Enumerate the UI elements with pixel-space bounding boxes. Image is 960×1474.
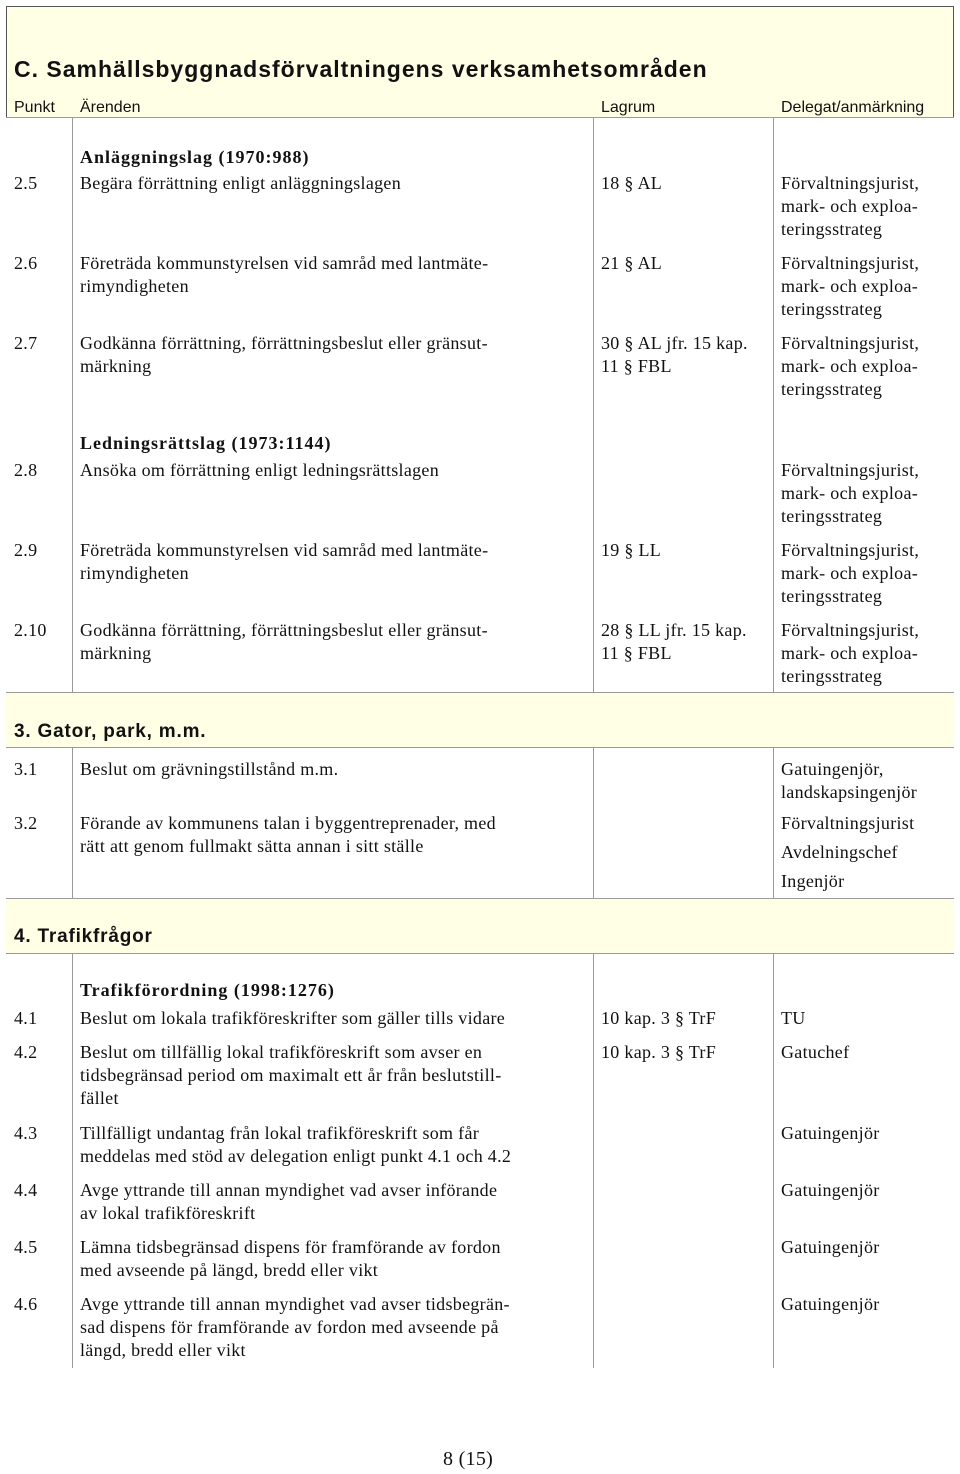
row-arende: Beslut om grävningstillstånd m.m. xyxy=(80,759,339,779)
row-punkt: 4.5 xyxy=(14,1237,38,1257)
row-delegat: Gatuingenjör xyxy=(781,1237,880,1257)
row-delegat: mark- och exploa- xyxy=(781,563,919,583)
header-delegat: Delegat/anmärkning xyxy=(781,99,925,116)
row-delegat: Förvaltningsjurist, xyxy=(781,253,920,273)
row-arende: med avseende på längd, bredd eller vikt xyxy=(80,1260,379,1280)
section3-heading: 3. Gator, park, m.m. xyxy=(14,721,207,742)
row-lagrum: 19 § LL xyxy=(601,540,662,560)
row-delegat: mark- och exploa- xyxy=(781,643,919,663)
header-lagrum: Lagrum xyxy=(601,99,656,116)
row-lagrum: 10 kap. 3 § TrF xyxy=(601,1008,717,1028)
row-delegat: Gatuingenjör xyxy=(781,1180,880,1200)
row-delegat: teringsstrateg xyxy=(781,299,883,319)
row-arende: märkning xyxy=(80,643,152,663)
row-arende: rimyndigheten xyxy=(80,276,189,296)
row-delegat: Avdelningschef xyxy=(781,842,898,862)
row-delegat: Gatuingenjör, xyxy=(781,759,884,779)
row-delegat: Ingenjör xyxy=(781,871,845,891)
row-arende: längd, bredd eller vikt xyxy=(80,1340,246,1360)
row-arende: rimyndigheten xyxy=(80,563,189,583)
row-arende: Beslut om tillfällig lokal trafikföreskrift som avser en xyxy=(80,1042,483,1062)
row-delegat: mark- och exploa- xyxy=(781,196,919,216)
row-delegat: teringsstrateg xyxy=(781,379,883,399)
row-arende: Begära förrättning enligt anläggningslagen xyxy=(80,173,401,193)
page-number: 8 (15) xyxy=(443,1448,494,1470)
row-delegat: Förvaltningsjurist, xyxy=(781,173,920,193)
row-delegat: Förvaltningsjurist xyxy=(781,813,915,833)
row-arende: Företräda kommunstyrelsen vid samråd med lantmäte- xyxy=(80,540,489,560)
row-punkt: 4.3 xyxy=(14,1123,38,1143)
row-lagrum: 30 § AL jfr. 15 kap. xyxy=(601,333,748,353)
row-punkt: 2.7 xyxy=(14,333,38,353)
row-delegat: teringsstrateg xyxy=(781,666,883,686)
row-punkt: 3.2 xyxy=(14,813,38,833)
section4-heading: 4. Trafikfrågor xyxy=(14,926,153,947)
row-punkt: 3.1 xyxy=(14,759,38,779)
row-arende: meddelas med stöd av delegation enligt punkt 4.1 och 4.2 xyxy=(80,1146,512,1166)
row-punkt: 4.6 xyxy=(14,1294,38,1314)
row-punkt: 2.5 xyxy=(14,173,38,193)
row-arende: fället xyxy=(80,1088,119,1108)
row-punkt: 4.4 xyxy=(14,1180,38,1200)
row-delegat: Förvaltningsjurist, xyxy=(781,540,920,560)
row-arende: Avge yttrande till annan myndighet vad avser tidsbegrän- xyxy=(80,1294,510,1314)
row-arende: Beslut om lokala trafikföreskrifter som gäller tills vidare xyxy=(80,1008,506,1028)
row-arende: tidsbegränsad period om maximalt ett år från beslutstill- xyxy=(80,1065,502,1085)
row-arende: Godkänna förrättning, förrättningsbeslut eller gränsut- xyxy=(80,620,488,640)
row-punkt: 2.8 xyxy=(14,460,38,480)
row-delegat: teringsstrateg xyxy=(781,219,883,239)
row-arende: Avge yttrande till annan myndighet vad avser införande xyxy=(80,1180,498,1200)
row-delegat: TU xyxy=(781,1008,806,1028)
row-delegat: Förvaltningsjurist, xyxy=(781,460,920,480)
row-arende: Företräda kommunstyrelsen vid samråd med lantmäte- xyxy=(80,253,489,273)
subheading-trafikforordning: Trafikförordning (1998:1276) xyxy=(80,980,335,1000)
row-delegat: teringsstrateg xyxy=(781,506,883,526)
row-arende: rätt att genom fullmakt sätta annan i sitt ställe xyxy=(80,836,424,856)
row-punkt: 4.1 xyxy=(14,1008,38,1028)
row-arende: Godkänna förrättning, förrättningsbeslut eller gränsut- xyxy=(80,333,488,353)
row-arende: sad dispens för framförande av fordon med avseende på xyxy=(80,1317,499,1337)
row-delegat: Gatuingenjör xyxy=(781,1294,880,1314)
header-punkt: Punkt xyxy=(14,99,55,116)
row-lagrum: 11 § FBL xyxy=(601,356,672,376)
row-lagrum: 11 § FBL xyxy=(601,643,672,663)
row-lagrum: 21 § AL xyxy=(601,253,663,273)
row-arende: Ansöka om förrättning enligt ledningsrättslagen xyxy=(80,460,440,480)
header-arenden: Ärenden xyxy=(80,99,141,116)
row-arende: märkning xyxy=(80,356,152,376)
row-arende: Förande av kommunens talan i byggentreprenader, med xyxy=(80,813,496,833)
row-arende: av lokal trafikföreskrift xyxy=(80,1203,256,1223)
row-lagrum: 28 § LL jfr. 15 kap. xyxy=(601,620,747,640)
row-punkt: 2.6 xyxy=(14,253,38,273)
row-delegat: mark- och exploa- xyxy=(781,276,919,296)
row-delegat: Förvaltningsjurist, xyxy=(781,333,920,353)
row-delegat: Gatuchef xyxy=(781,1042,850,1062)
row-punkt: 2.10 xyxy=(14,620,47,640)
row-delegat: teringsstrateg xyxy=(781,586,883,606)
row-punkt: 2.9 xyxy=(14,540,38,560)
row-lagrum: 18 § AL xyxy=(601,173,663,193)
row-lagrum: 10 kap. 3 § TrF xyxy=(601,1042,717,1062)
row-delegat: mark- och exploa- xyxy=(781,483,919,503)
row-punkt: 4.2 xyxy=(14,1042,38,1062)
group-heading-ledningsrattslag: Ledningsrättslag (1973:1144) xyxy=(80,433,332,453)
row-arende: Lämna tidsbegränsad dispens för framförande av fordon xyxy=(80,1237,501,1257)
group-heading-anlaggningslag: Anläggningslag (1970:988) xyxy=(80,147,310,167)
row-delegat: Gatuingenjör xyxy=(781,1123,880,1143)
row-delegat: Förvaltningsjurist, xyxy=(781,620,920,640)
row-delegat: mark- och exploa- xyxy=(781,356,919,376)
row-arende: Tillfälligt undantag från lokal trafikföreskrift som får xyxy=(80,1123,480,1143)
row-delegat: landskapsingenjör xyxy=(781,782,918,802)
page-title: C. Samhällsbyggnadsförvaltningens verksamhetsområden xyxy=(14,56,708,82)
